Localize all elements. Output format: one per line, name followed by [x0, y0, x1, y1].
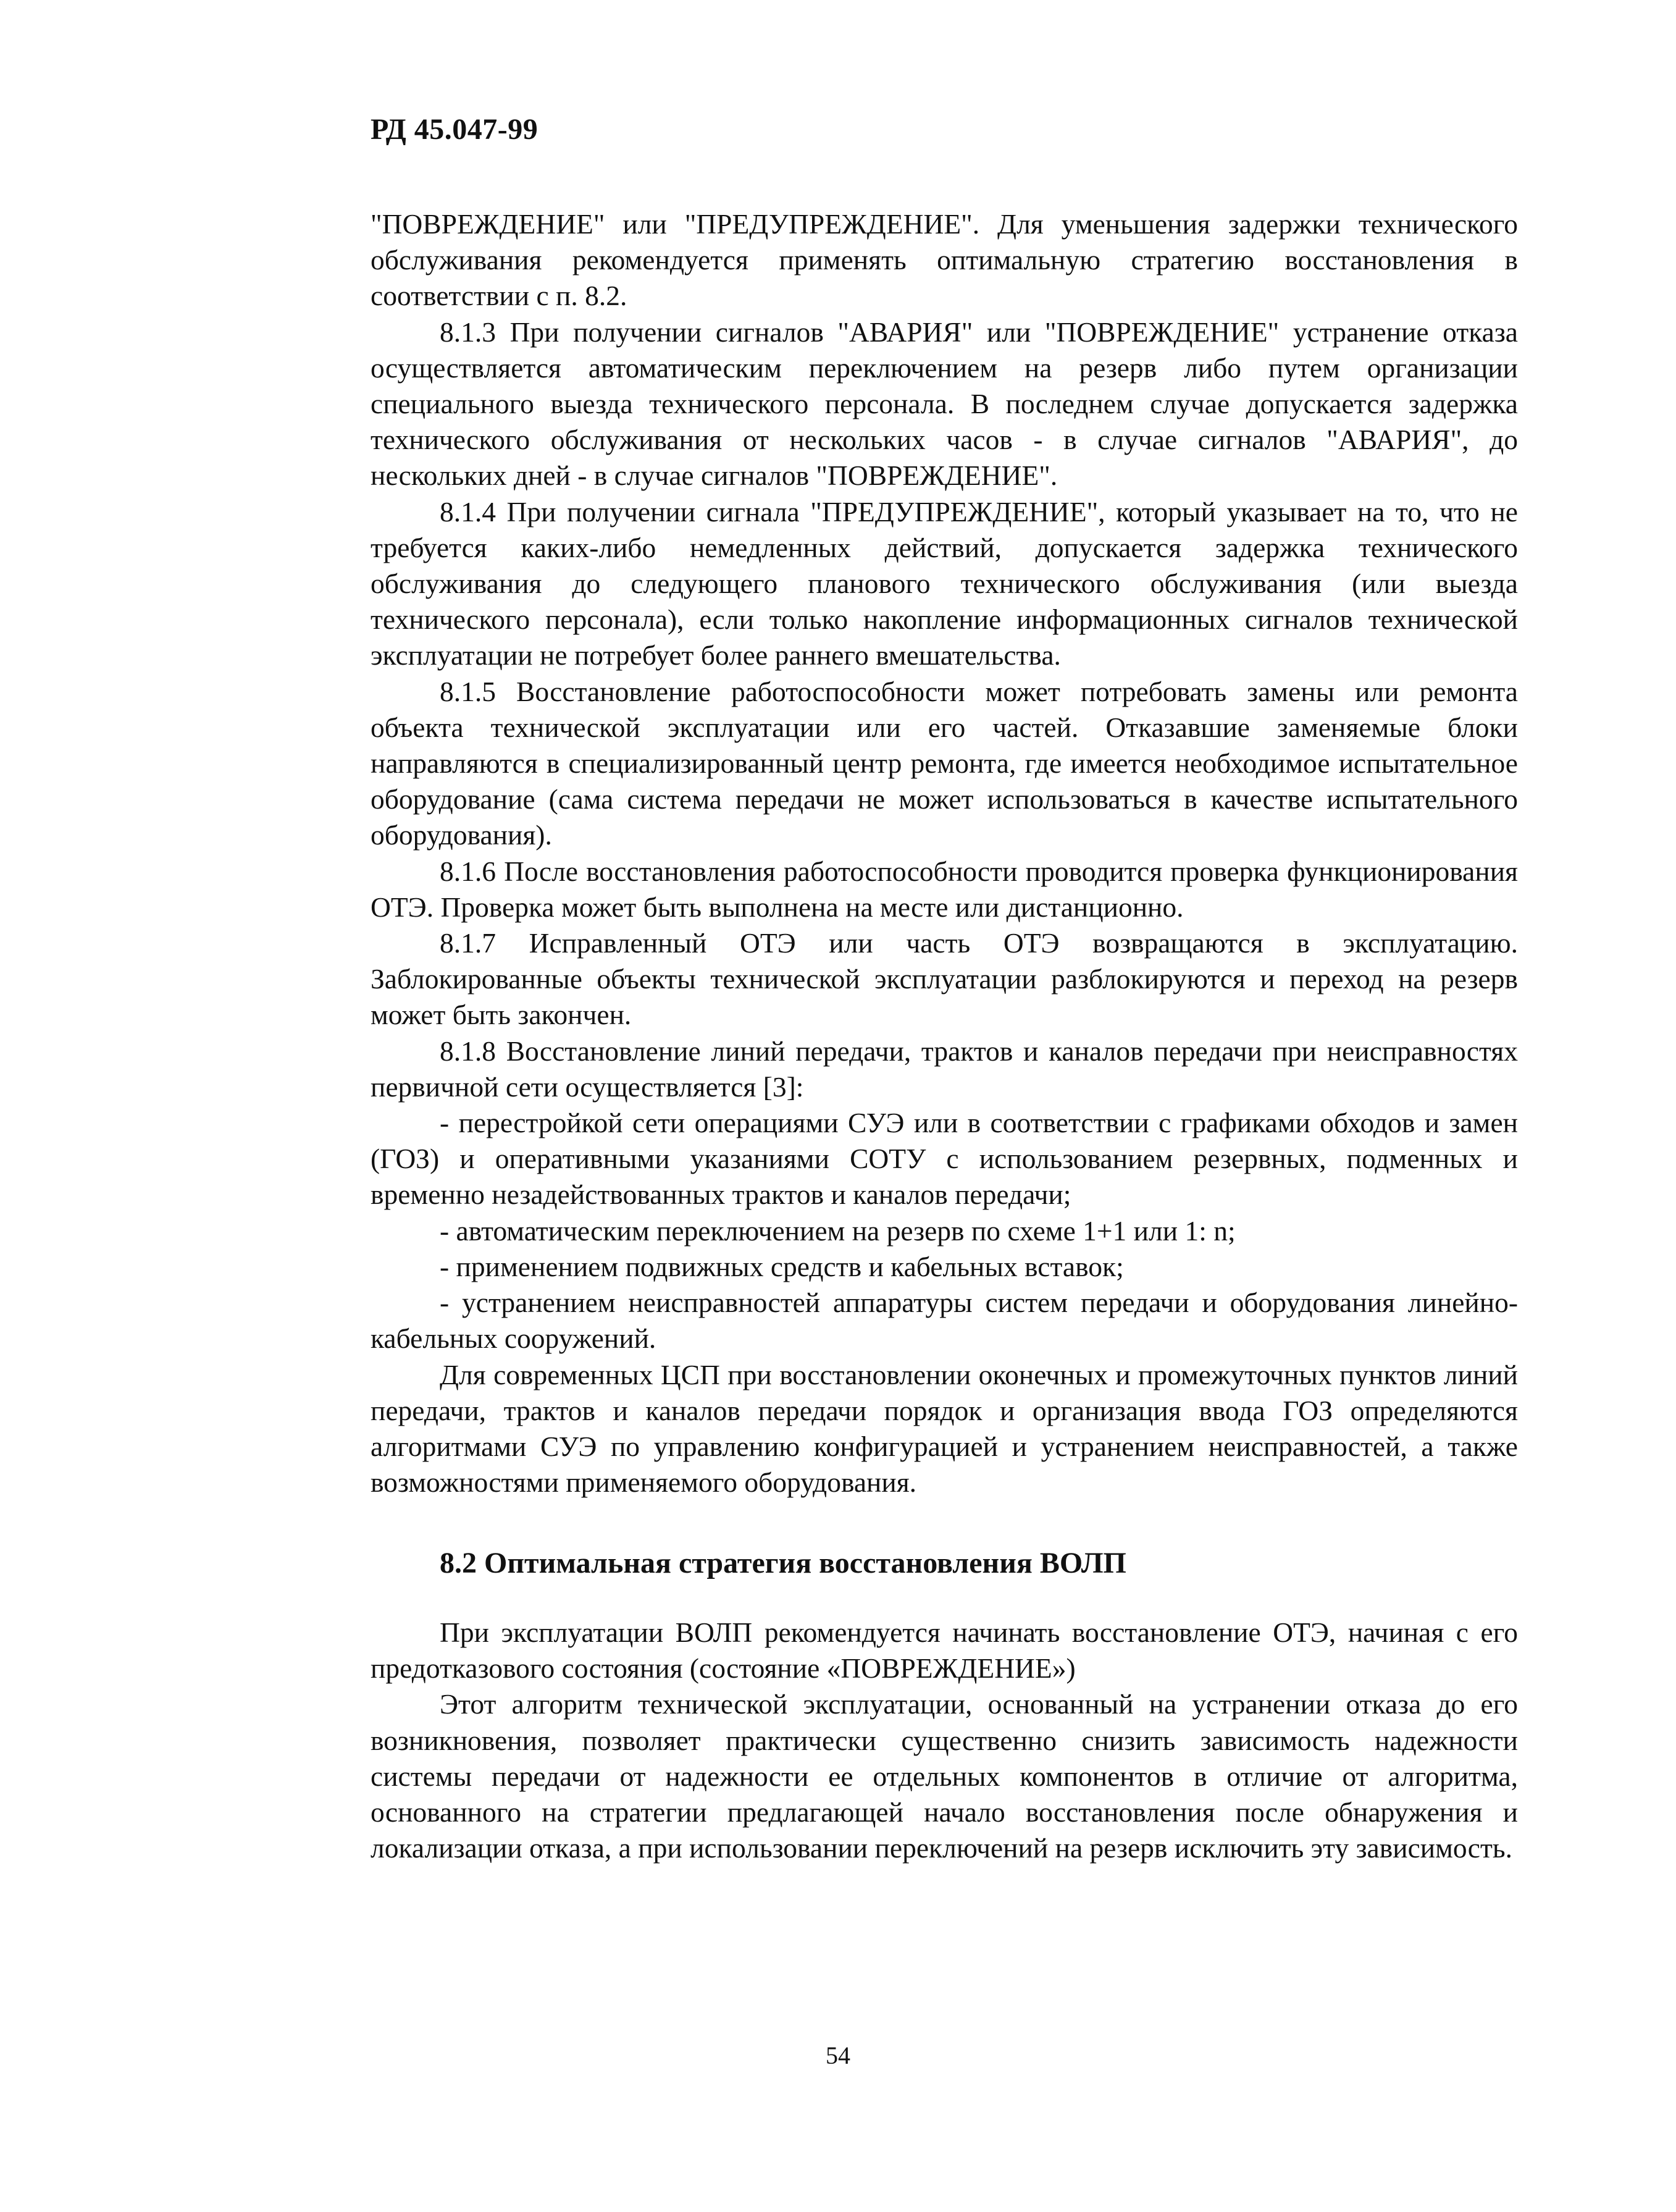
paragraph-8-1-7: 8.1.7 Исправленный ОТЭ или часть ОТЭ возвращаются в эксплуатацию. Заблокированные объекты технической эксплуатации разблокируются и переход на резерв может быть закончен. [371, 927, 1518, 1031]
page-number: 54 [826, 2042, 850, 2069]
paragraph-8-1-4: 8.1.4 При получении сигнала "ПРЕДУПРЕЖДЕНИЕ", который указывает на то, что не требуется каких-либо немедленных действий, допускается задержка технического обслуживания до следующего планового технического обслуживания (или выезда технического персонала), если только накопление информационных сигналов технической эксплуатации не потребует более раннего вмешательства. [371, 495, 1518, 671]
document-code: РД 45.047-99 [371, 113, 538, 146]
list-item: - перестройкой сети операциями СУЭ или в соответствии с графиками обходов и замен (ГОЗ) и оперативными указаниями СОТУ с использованием резервных, подменных и временно незадействованных трактов и каналов передачи; [371, 1107, 1518, 1211]
paragraph-modern-dts: Для современных ЦСП при восстановлении оконечных и промежуточных пунктов линий передачи, трактов и каналов передачи порядок и организация ввода ГОЗ определяются алгоритмами СУЭ по управлению конфигурацией и устранением неисправностей, а также возможностями применяемого оборудования. [371, 1358, 1518, 1499]
paragraph-8-1-3: 8.1.3 При получении сигналов "АВАРИЯ" или "ПОВРЕЖДЕНИЕ" устранение отказа осуществляется автоматическим переключением на резерв либо путем организации специального выезда технического персонала. В последнем случае допускается задержка технического обслуживания от нескольких часов - в случае сигналов "АВАРИЯ", до нескольких дней - в случае сигналов "ПОВРЕЖДЕНИЕ". [371, 316, 1518, 492]
section-8-1-body [371, 206, 1518, 1500]
list-item: - применением подвижных средств и кабельных вставок; [440, 1250, 1124, 1282]
section-8-2-body [371, 1615, 1518, 1866]
paragraph-8-2-intro: При эксплуатации ВОЛП рекомендуется начинать восстановление ОТЭ, начиная с его предотказового состояния (состояние «ПОВРЕЖДЕНИЕ») [371, 1617, 1518, 1684]
list-item: - устранением неисправностей аппаратуры систем передачи и оборудования линейно-кабельных сооружений. [371, 1287, 1518, 1355]
paragraph-8-2-algorithm: Этот алгоритм технической эксплуатации, основанный на устранении отказа до его возникновения, позволяет практически существенно снизить зависимость надежности системы передачи от надежности ее отдельных компонентов в отличие от алгоритма, основанного на стратегии предлагающей начало восстановления после обнаружения и локализации отказа, а при использовании переключений на резерв исключить эту зависимость. [371, 1688, 1518, 1864]
paragraph-continuation: "ПОВРЕЖДЕНИЕ" или "ПРЕДУПРЕЖДЕНИЕ". Для уменьшения задержки технического обслуживания рекомендуется применять оптимальную стратегию восстановления в соответствии с п. 8.2. [371, 208, 1518, 312]
list-item: - автоматическим переключением на резерв по схеме 1+1 или 1: n; [440, 1214, 1236, 1247]
paragraph-8-1-6: 8.1.6 После восстановления работоспособности проводится проверка функционирования ОТЭ. Проверка может быть выполнена на месте или дистанционно. [371, 855, 1518, 923]
paragraph-8-1-8: 8.1.8 Восстановление линий передачи, трактов и каналов передачи при неисправностях первичной сети осуществляется [3]: [371, 1035, 1518, 1103]
section-8-2-heading: 8.2 Оптимальная стратегия восстановления ВОЛП [440, 1547, 1126, 1579]
paragraph-8-1-5: 8.1.5 Восстановление работоспособности может потребовать замены или ремонта объекта технической эксплуатации или его частей. Отказавшие заменяемые блоки направляются в специализированный центр ремонта, где имеется необходимое испытательное оборудование (сама система передачи не может использоваться в качестве испытательного оборудования). [371, 675, 1518, 851]
